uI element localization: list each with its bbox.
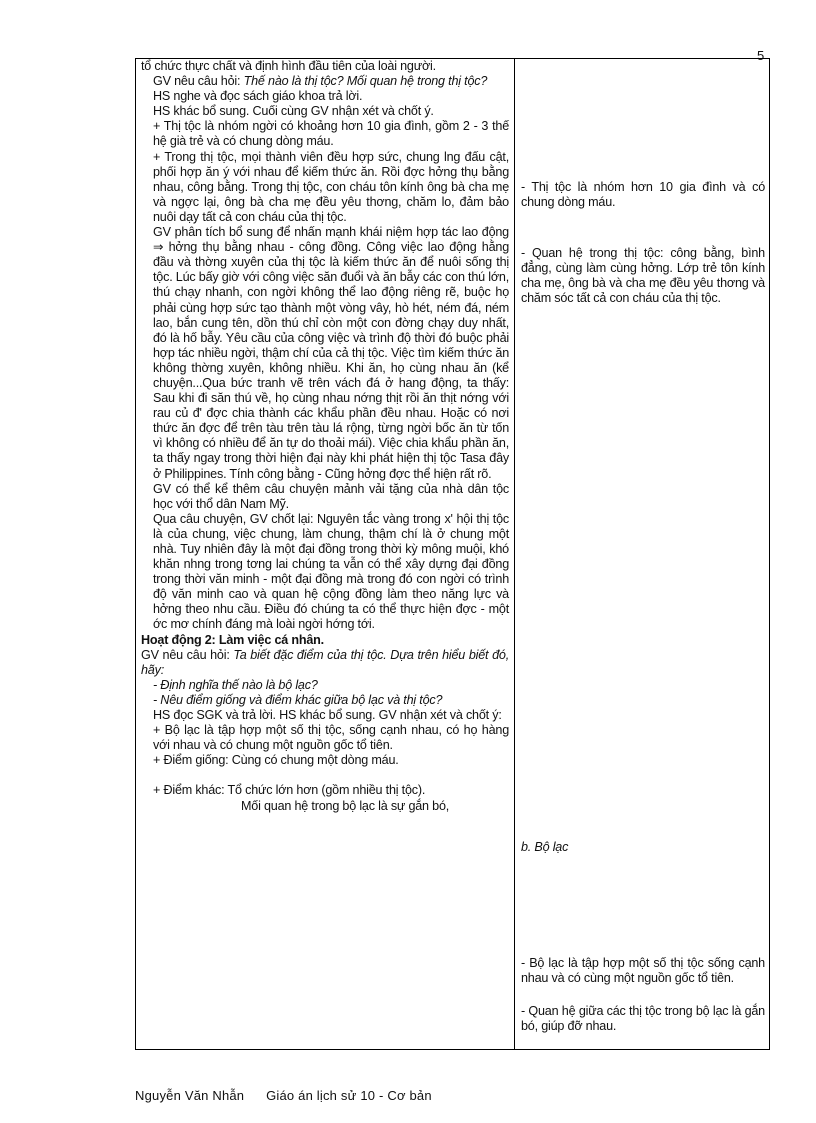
question-item: - Nêu điểm giống và điểm khác giữa bộ lạc và thị tộc?	[153, 692, 443, 707]
paragraph: Mối quan hệ trong bộ lạc là sự gắn bó,	[241, 798, 450, 813]
column-divider	[514, 59, 515, 1049]
question-text: Ta biết đặc điểm của thị tộc. Dựa trên hiểu biết đó, hãy:	[141, 647, 509, 677]
activity-heading: Hoạt động 2: Làm việc cá nhân.	[141, 632, 324, 647]
paragraph	[141, 648, 509, 678]
footer-author: Nguyễn Văn Nhẫn	[135, 1088, 245, 1103]
paragraph	[141, 74, 509, 89]
question-lead: GV nêu câu hỏi:	[141, 647, 234, 662]
question-item: - Định nghĩa thế nào là bộ lạc?	[153, 677, 318, 692]
paragraph: + Trong thị tộc, mọi thành viên đều hợp sức, chung lng đấu cật, phối hợp ăn ý với nhau để kiếm thức ăn. Rồi đợc hởng thụ bằng nhau, công bằng. Trong thị tộc, con cháu tôn kính ông bà cha mẹ và ngợc lại, ông bà cha mẹ đều yêu thơng, chăm lo, đảm bảo nuôi dạy tất cả con cháu của thị tộc.	[153, 149, 509, 224]
summary-note: - Quan hệ trong thị tộc: công bằng, bình đẳng, cùng làm cùng hởng. Lớp trẻ tôn kính cha mẹ, ông bà và cha mẹ đều yêu thơng và chăm sóc tất cả con cháu của thị tộc.	[521, 246, 765, 306]
summary-note: - Quan hệ giữa các thị tộc trong bộ lạc là gắn bó, giúp đỡ nhau.	[521, 1004, 765, 1034]
paragraph: HS khác bổ sung. Cuối cùng GV nhận xét và chốt ý.	[153, 104, 434, 119]
paragraph: + Điểm giống: Cùng có chung một dòng máu.	[153, 753, 399, 768]
paragraph: tổ chức thực chất và định hình đầu tiên của loài người.	[141, 59, 436, 73]
teacher-student-activities-column	[141, 59, 509, 814]
paragraph: GV phân tích bổ sung để nhấn mạnh khái niệm hợp tác lao động ⇒ hởng thụ bằng nhau - công đồng. Công việc lao động hằng đầu và thờng xuyên của thị tộc là kiếm thức ăn để nuôi sống thị tộc. Lúc bấy giờ với công việc săn đuổi và ăn bẫy các con thú lớn, thú chạy nhanh, con ngời không thể lao động riêng rẽ, buộc họ phải cùng hợp sức tạo thành một vòng vây, hò hét, ném đá, ném lao, bắn cung tên, dồn thú chỉ còn một con đờng chạy duy nhất, đó là hố bẫy. Yêu cầu của công việc và trình độ thời đó buộc phải hợp tác nhiều ngời, thậm chí của cả thị tộc. Việc tìm kiếm thức ăn không thờng xuyên, không nhiều. Khi ăn, họ cùng nhau ăn (kể chuyện...Qua bức tranh vẽ trên vách đá ở hang động, ta thấy: Sau khi đi săn thú về, họ cùng nhau nớng thịt rồi ăn thịt nớng với rau củ đ' đợc chia thành các khẩu phần đều nhau. Hoặc có nơi thức ăn đợc để trên tàu trên tàu lá rộng, từng ngời bốc ăn từ tốn vì không có nhiều để ăn tự do thoải mái). Việc chia khẩu phần ăn, ta thấy ngay trong thời hiện đại này khi phát hiện thị tộc Tasa đây ở Philippines. Tính công bằng - Cũng hởng đợc thể hiện rất rõ.	[153, 225, 510, 481]
paragraph: + Điểm khác: Tổ chức lớn hơn (gồm nhiều thị tộc).	[153, 783, 426, 798]
paragraph: + Bộ lạc là tập hợp một số thị tộc, sống cạnh nhau, có họ hàng với nhau và có chung một nguồn gốc tổ tiên.	[153, 723, 509, 753]
footer-subject: Giáo án lịch sử 10 - Cơ bản	[266, 1088, 432, 1103]
page-number: 5	[757, 48, 765, 63]
summary-note: - Thị tộc là nhóm hơn 10 gia đình và có chung dòng máu.	[521, 180, 765, 210]
summary-note: - Bộ lạc là tập hợp một số thị tộc sống cạnh nhau và có cùng một nguồn gốc tổ tiên.	[521, 956, 765, 986]
question-text: Thế nào là thị tộc? Mối quan hệ trong thị tộc?	[243, 74, 488, 89]
paragraph: HS nghe và đọc sách giáo khoa trả lời.	[153, 89, 363, 104]
paragraph: Qua câu chuyện, GV chốt lại: Nguyên tắc vàng trong x' hội thị tộc là của chung, việc chung, làm chung, thậm chí là ở chung một nhà. Tuy nhiên đây là một đại đồng trong thời kỳ mông muội, khó khăn nhng trong tơng lai chúng ta vẫn có thể xây dựng đại đồng trong thời văn minh - một đại đồng mà trong đó con ngời có trình độ văn minh cao và quan hệ cộng đồng làm theo năng lực và hởng theo nhu cầu. Điều đó chúng ta có thể thực hiện đợc - một ớc mơ chính đáng mà loài ngời hớng tới.	[153, 511, 509, 632]
lesson-table	[135, 58, 770, 1050]
question-lead: GV nêu câu hỏi:	[153, 74, 244, 89]
page-footer	[135, 1088, 450, 1103]
paragraph: GV có thể kể thêm câu chuyện mảnh vải tặng của nhà dân tộc học với thổ dân Nam Mỹ.	[153, 481, 509, 511]
section-heading: b. Bộ lạc	[521, 840, 569, 854]
paragraph: + Thị tộc là nhóm ngời có khoảng hơn 10 gia đình, gồm 2 - 3 thế hệ già trẻ và có chung dòng máu.	[153, 119, 509, 149]
paragraph: HS đọc SGK và trả lời. HS khác bổ sung. GV nhận xét và chốt ý:	[153, 708, 502, 723]
